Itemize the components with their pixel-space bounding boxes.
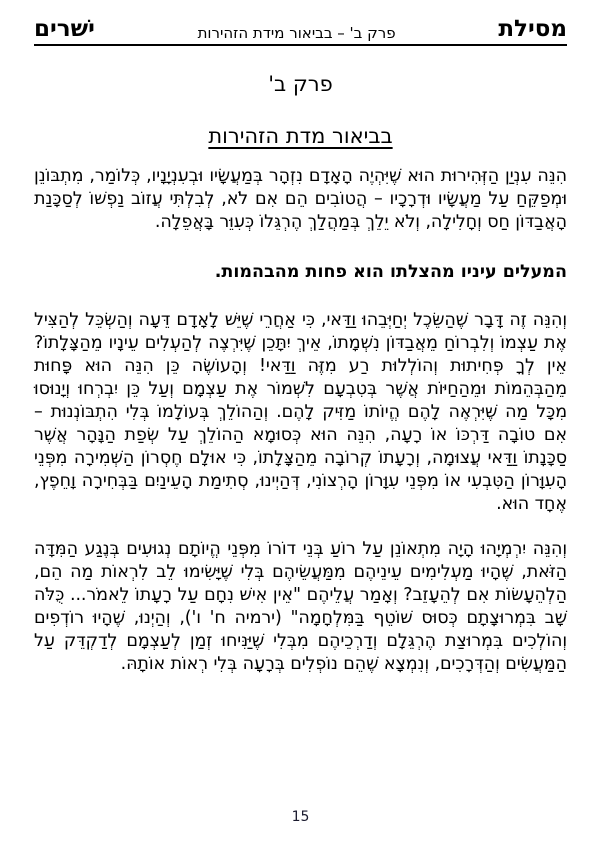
section-heading: בביאור מדת הזהירות xyxy=(208,124,393,148)
page-number: 15 xyxy=(291,809,310,825)
bold-statement-heading: המעלים עיניו מהצלתו הוא פחות מהבהמות. xyxy=(214,262,567,282)
page-header xyxy=(34,0,567,46)
chapter-heading: פרק ב' xyxy=(268,72,333,96)
paragraph-intellect-obligation: וְהִנֵּה זֶה דָּבָר שֶׁהַשֵּׂכֶל יְחַיְּבֵהוּ וַדַּאי, כִּי אַחֲרֵי שֶׁיֵּשׁ לָאָדָם דֵּעָה וְהַשְׂכֵּל לְהַצִּיל אֶת עַצְמוֹ וְלִבְרוֹחַ מֵאֲבַדּוֹן נִשְׁמָתוֹ, אֵיךְ יִתָּכֵן שֶׁיִּרְצֶה לְהַעְלִים עֵינָיו מֵהַצָּלָתוֹ? אֵין לְךָ פְּחִיתוּת וְהוֹלְלוּת רַע מִזֶּה וַדַּאי! וְהָעוֹשֶׂה כֵּן הִנֵּה הוּא פָּחוּת מֵהַבְּהֵמוֹת וּמֵהַחַיּוֹת אֲשֶׁר בְּטִבְעָם לִשְׁמוֹר אֶת עַצְמָם וְעַל כֵּן יִבְרְחוּ וְיָנוּסוּ מִכָּל מַה שֶּׁיִּרְאֶה לָהֶם הֱיוֹתוֹ מַזִּיק לָהֶם. וְהַהוֹלֵךְ בְּעוֹלָמוֹ בְּלִי הִתְבּוֹנְנוּת – אִם טוֹבָה דַּרְכּוֹ אוֹ רָעָה, הִנֵּה הוּא כְּסוּמָא הַהוֹלֵךְ עַל שְׂפַת הַנָּהָר אֲשֶׁר סַכָּנָתוֹ וַדַּאי עֲצוּמָה, וְרָעָתוֹ קְרוֹבָה מֵהַצָּלָתוֹ, כִּי אוּלָם חֶסְרוֹן הַשְּׁמִירָה מִפְּנֵי הָעִוָּרוֹן הַטִּבְעִי אוֹ מִפְּנֵי עִוָּרוֹן הָרְצוֹנִי, דְּהַיְינוּ, סְתִימַת הָעֵינַיִם בַּבְּחִירָה וָחֵפֶץ, אֶחָד הוּא. xyxy=(34,310,567,514)
paragraph-watchfulness-definition: הִנֵּה עִנְיַן הַזְּהִירוּת הוּא שֶׁיִּהְיֶה הָאָדָם נִזְהָר בְּמַעֲשָׂיו וּבְעִנְיָנָיו, כְּלוֹמַר, מִתְבּוֹנֵן וּמְפַקֵּחַ עַל מַעֲשָׂיו וּדְרָכָיו – הֲטוֹבִים הֵם אִם לֹא, לְבִלְתִּי עֲזוֹב נַפְשׁוֹ לְסַכָּנַת הָאֲבַדּוֹן חַס וְחָלִילָה, וְלֹא יֵלֵךְ בְּמַהֲלַךְ הֶרְגֵּלוֹ כְּעִוֵּר בָּאֲפֵלָה. xyxy=(34,166,567,232)
running-header-chapter: פרק ב' – בביאור מידת הזהירות xyxy=(197,23,396,42)
section-heading-wrap xyxy=(34,124,567,148)
book-title-left: ישׁרים xyxy=(34,16,95,42)
book-title-right: מסילת xyxy=(498,16,567,42)
paragraph-jeremiah-lament: וְהִנֵּה יִרְמְיָהוּ הָיָה מִתְאוֹנֵן עַל רוֹעַ בְּנֵי דוֹרוֹ מִפְּנֵי הֱיוֹתָם נְגוּעִים בְּנֶגַע הַמִּדָּה הַזֹּאת, שֶׁהָיוּ מַעְלִימִים עֵינֵיהֶם מִמַּעֲשֵׂיהֶם בְּלִי שֶׁיָּשִׂימוּ לֵב לִרְאוֹת מַה הֵם, הַלְהֵעָשׂוֹת אִם לְהֵעָזֵב? וְאָמַר עֲלֵיהֶם "אֵין אִישׁ נִחָם עַל רָעָתוֹ לֵאמֹר... כֻּלֹּה שָׁב בִּמְרוּצָתָם כְּסוּס שׁוֹטֵף בַּמִּלְחָמָה" (ירמיה ח' ו'), וְהַיְנוּ, שֶׁהָיוּ רוֹדְפִים וְהוֹלְכִים בִּמְרוּצַת הֶרְגֵּלָם וְדַרְכֵיהֶם מִבְּלִי שֶׁיַּנִּיחוּ זְמַן לְעַצְמָם לְדַקְדֵּק עַל הַמַּעֲשִׂים וְהַדְּרָכִים, וְנִמְצָא שֶׁהֵם נוֹפְלִים בְּרָעָה בְּלִי רְאוֹת אוֹתָהּ. xyxy=(34,539,567,674)
